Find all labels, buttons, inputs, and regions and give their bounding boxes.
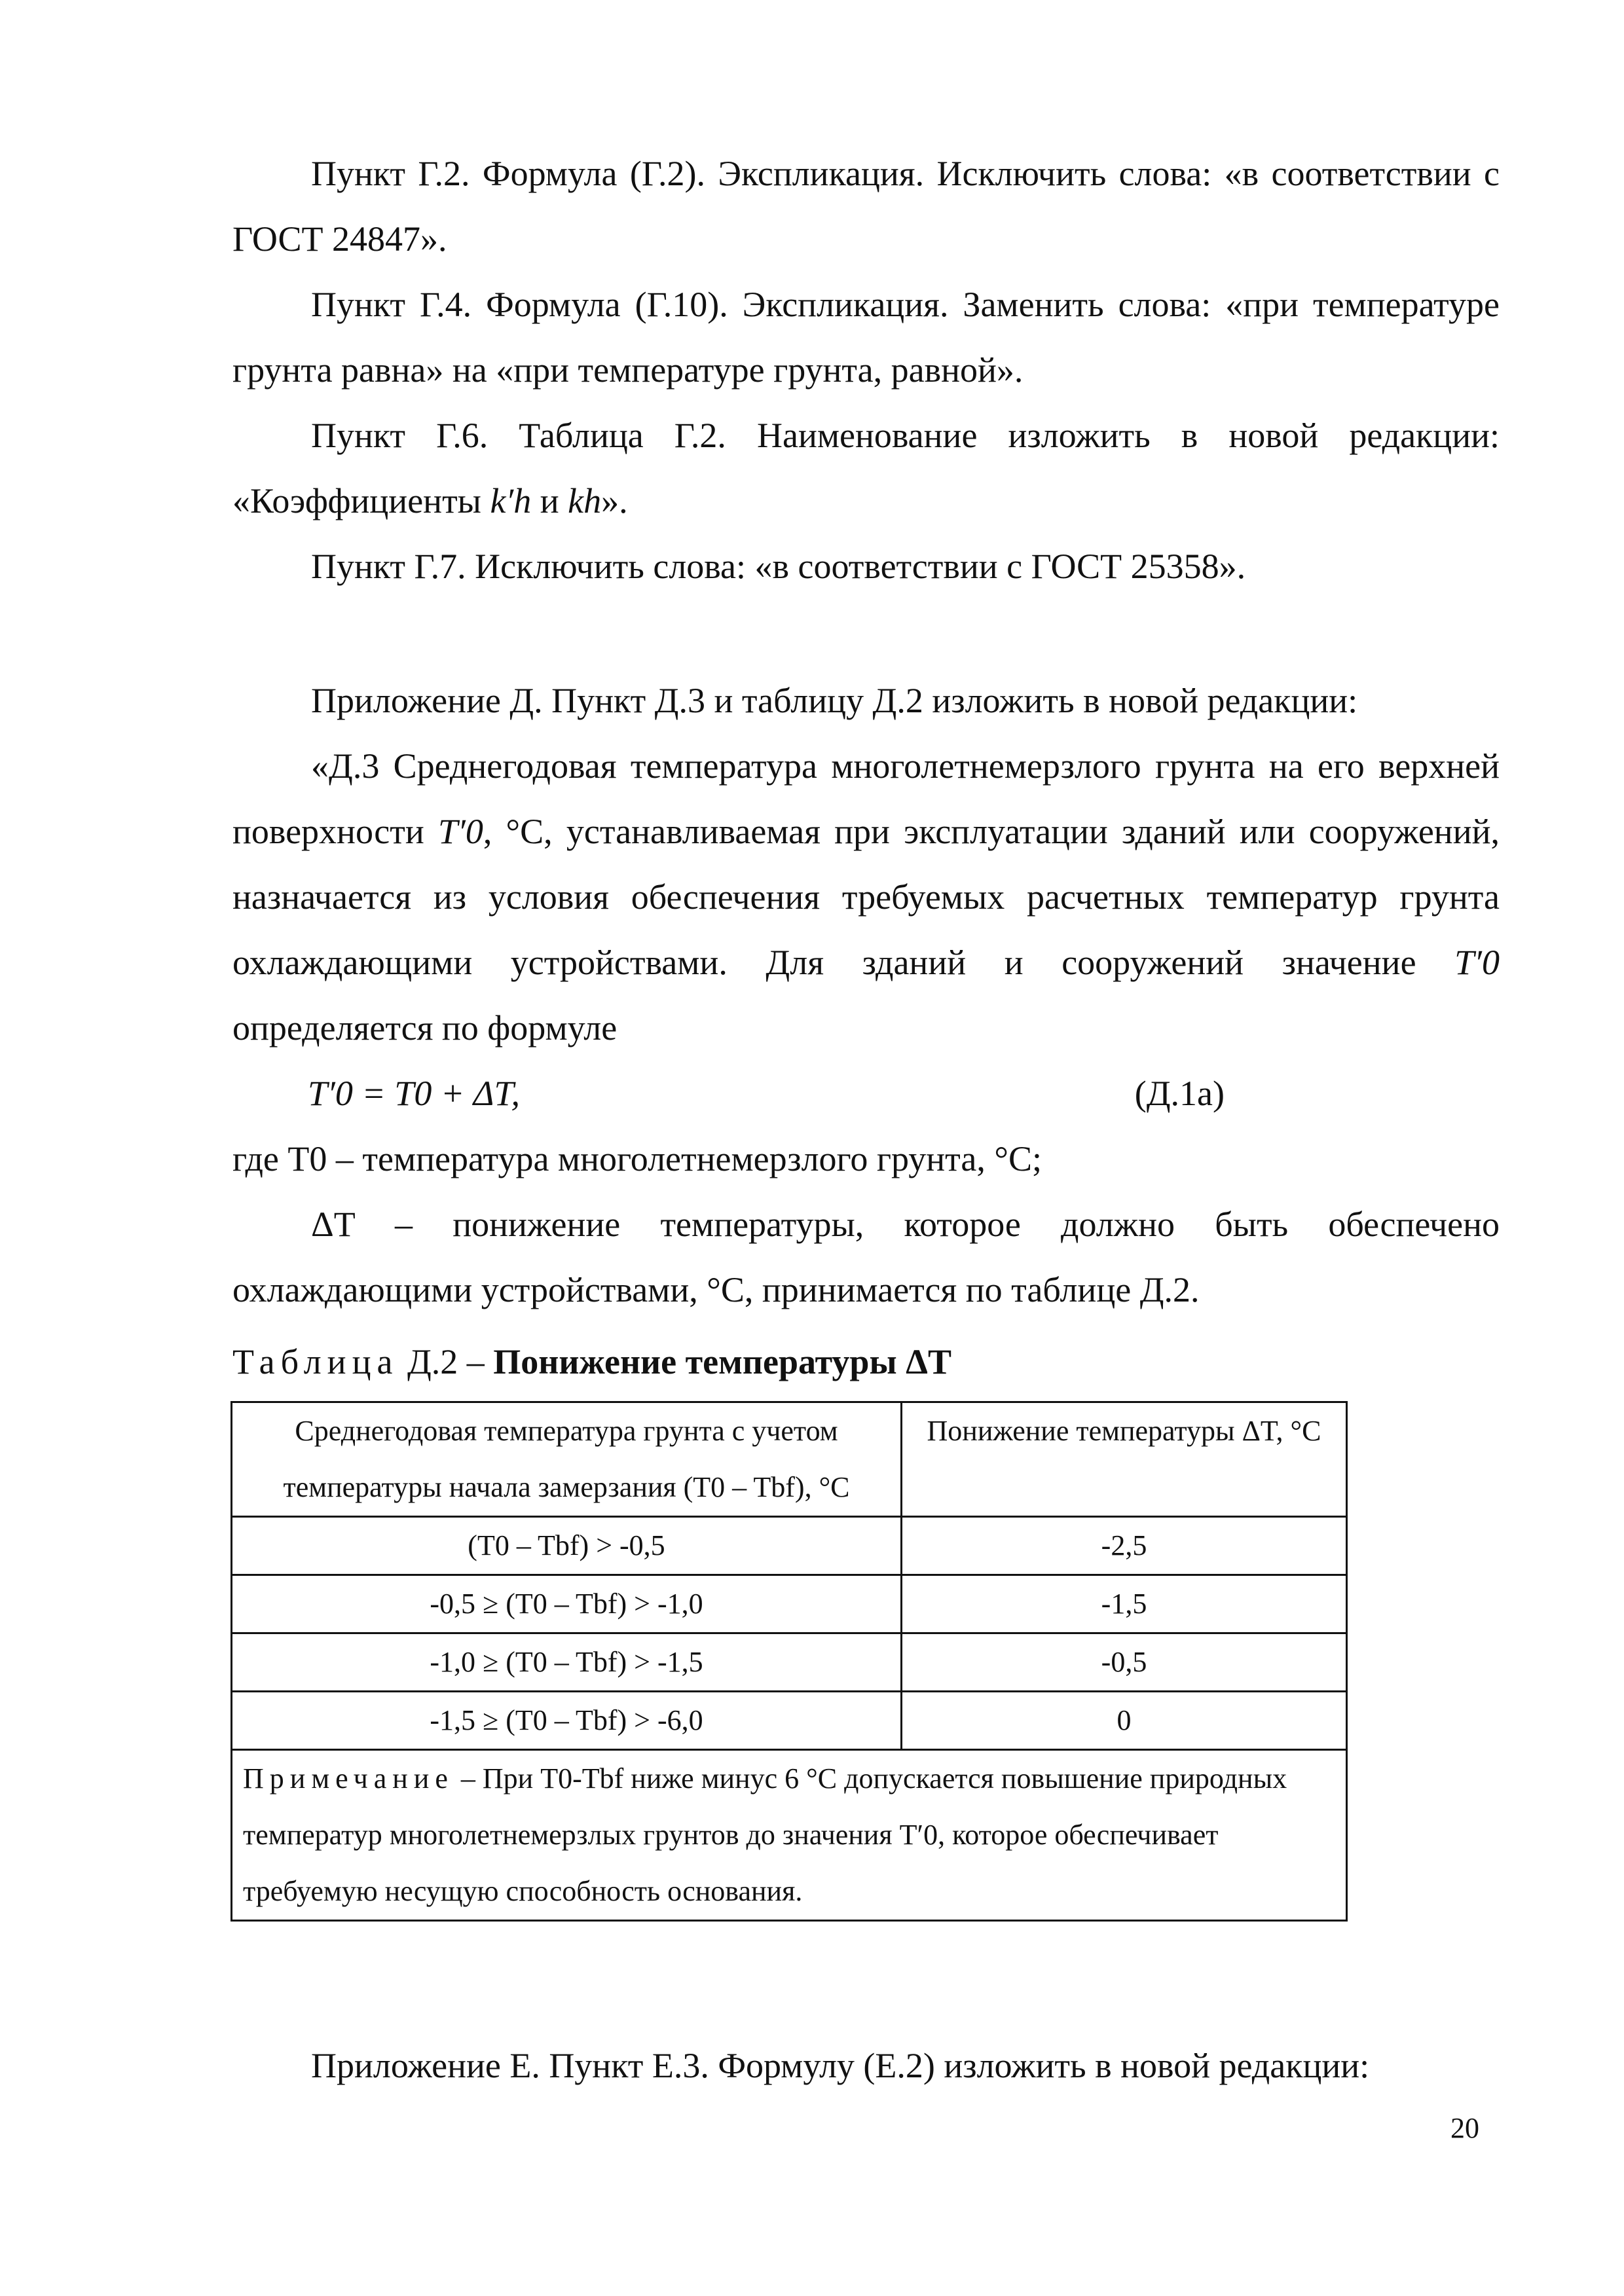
table-note: [232, 1750, 1347, 1921]
cell-range: -0,5 ≥ (T0 – Tbf) > -1,0: [232, 1575, 902, 1633]
table-row: [232, 1517, 1347, 1575]
cell-value: -0,5: [902, 1633, 1347, 1692]
formula-d1a: [308, 1061, 1225, 1126]
paragraph-d3: [232, 733, 1500, 1061]
cell-range: -1,5 ≥ (T0 – Tbf) > -6,0: [232, 1692, 902, 1750]
formula-number: (Д.1а): [1134, 1074, 1225, 1113]
temperature-table: [231, 1401, 1348, 1922]
symbol-t-prime-2: T′0: [1454, 943, 1500, 982]
paragraph-g2: Пункт Г.2. Формула (Г.2). Экспликация. Исключить слова: «в соответствии с ГОСТ 24847».: [232, 154, 1500, 259]
page-number: 20: [1450, 2112, 1479, 2144]
paragraph-g7: Пункт Г.7. Исключить слова: «в соответствии с ГОСТ 25358».: [311, 547, 1246, 586]
table-number: Д.2 –: [398, 1342, 494, 1381]
coefficient-k: kh: [568, 481, 602, 520]
table-row: [232, 1633, 1347, 1692]
paragraph-g6-text: Пункт Г.6. Таблица Г.2. Наименование изложить в новой редакции: «Коэффициенты: [232, 416, 1500, 520]
table-label: Таблица: [232, 1342, 399, 1381]
cell-range: (T0 – Tbf) > -0,5: [232, 1517, 902, 1575]
paragraph-g6-conj: и: [531, 481, 568, 520]
coefficient-k-prime: k′h: [490, 481, 532, 520]
paragraph-appendix-d: Приложение Д. Пункт Д.3 и таблицу Д.2 изложить в новой редакции:: [311, 681, 1358, 720]
table-row: [232, 1575, 1347, 1633]
paragraph-d3-text-b: , °С, устанавливаемая при эксплуатации зданий или сооружений, назначается из условия обеспечения требуемых расчетных температур грунта охлаждающими устройствами. Для зданий и сооружений значение: [232, 812, 1500, 982]
table-note-row: [232, 1750, 1347, 1921]
cell-value: -2,5: [902, 1517, 1347, 1575]
paragraph-appendix-e: Приложение Е. Пункт Е.3. Формулу (Е.2) изложить в новой редакции:: [311, 2046, 1370, 2085]
paragraph-d3-text-a: «Д.3 Среднегодовая температура многолетнемерзлого грунта на его верхней поверхности: [232, 746, 1500, 851]
paragraph-d3-text-c: определяется по формуле: [232, 1008, 618, 1048]
cell-range: -1,0 ≥ (T0 – Tbf) > -1,5: [232, 1633, 902, 1692]
cell-value: -1,5: [902, 1575, 1347, 1633]
formula-expression: T′0 = T0 + ΔT,: [308, 1074, 520, 1113]
paragraph-delta-t: ΔT – понижение температуры, которое должно быть обеспечено охлаждающими устройствами, °С, принимается по таблице Д.2.: [232, 1205, 1500, 1309]
note-text: – При T0-Tbf ниже минус 6 °С допускается повышение природных температур многолетнемерзлых грунтов до значения T′0, которое обеспечивает требуемую несущую способность основания.: [243, 1762, 1287, 1907]
table-header-row: [232, 1402, 1347, 1517]
table-row: [232, 1692, 1347, 1750]
paragraph-where-t0: где T0 – температура многолетнемерзлого грунта, °С;: [232, 1139, 1043, 1178]
header-cell-2: Понижение температуры ΔT, °С: [902, 1402, 1347, 1517]
paragraph-g4: Пункт Г.4. Формула (Г.10). Экспликация. Заменить слова: «при температуре грунта равна» на «при температуре грунта, равной».: [232, 285, 1500, 390]
paragraph-g6-end: ».: [601, 481, 628, 520]
table-title: [232, 1329, 951, 1394]
symbol-t-prime: T′0: [437, 812, 483, 851]
cell-value: 0: [902, 1692, 1347, 1750]
header-cell-1: Среднегодовая температура грунта с учетом температуры начала замерзания (T0 – Tbf), °С: [232, 1402, 902, 1517]
paragraph-g6: [232, 403, 1500, 534]
note-label: Примечание: [243, 1762, 454, 1795]
table-title-bold: Понижение температуры ΔT: [493, 1342, 952, 1381]
